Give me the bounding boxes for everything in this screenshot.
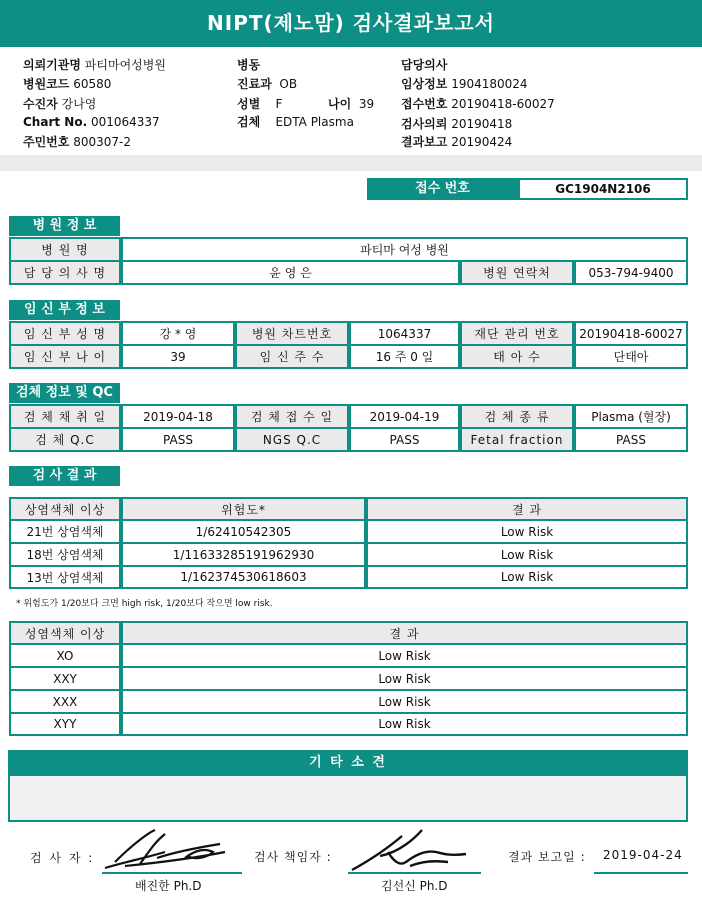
autosome-header: 상염색체 이상 bbox=[9, 497, 121, 520]
manager-signature bbox=[340, 826, 490, 876]
receive-label: 검 체 접 수 일 bbox=[235, 404, 349, 428]
header-item: 담당의사 bbox=[401, 58, 448, 72]
manager-line bbox=[348, 872, 481, 874]
age-label: 임 신 부 나 이 bbox=[9, 345, 121, 369]
table-row bbox=[9, 667, 688, 690]
sex-header: 성염색체 이상 bbox=[9, 621, 121, 644]
table-row bbox=[9, 690, 688, 713]
type-value: Plasma (혈장) bbox=[574, 404, 688, 428]
header-item: 결과보고 20190424 bbox=[401, 135, 513, 149]
risk-cell: 1/162374530618603 bbox=[121, 566, 366, 589]
chromosome-cell: 21번 상염색체 bbox=[9, 520, 121, 543]
patient-table bbox=[9, 321, 688, 369]
report-date-label: 결과 보고일 : bbox=[508, 850, 586, 864]
header-item: 접수번호 20190418-60027 bbox=[401, 97, 555, 111]
header-item: 진료과 OB bbox=[237, 77, 298, 91]
sex-result-cell: Low Risk bbox=[121, 644, 688, 667]
contact-value: 053-794-9400 bbox=[574, 261, 688, 285]
age-value: 39 bbox=[121, 345, 235, 369]
report-title: NIPT(제노맘) 검사결과보고서 bbox=[0, 0, 702, 47]
specimen-table bbox=[9, 404, 688, 452]
contact-label: 병원 연락처 bbox=[460, 261, 574, 285]
collect-label: 검 체 채 취 일 bbox=[9, 404, 121, 428]
header-item: 병원코드 60580 bbox=[23, 77, 112, 91]
header-item: 의뢰기관명 파티마여성병원 bbox=[23, 58, 166, 72]
collect-value: 2019-04-18 bbox=[121, 404, 235, 428]
section-patient: 임 신 부 정 보 bbox=[9, 300, 120, 320]
remarks-body bbox=[8, 776, 688, 822]
sex-type-cell: XYY bbox=[9, 713, 121, 736]
header-item: 나이 39 bbox=[328, 97, 375, 111]
report-header bbox=[0, 47, 702, 155]
sex-result-cell: Low Risk bbox=[121, 690, 688, 713]
section-results: 검 사 결 과 bbox=[9, 466, 120, 486]
receipt-label: 접수 번호 bbox=[367, 178, 518, 200]
mgmt-label: 재단 관리 번호 bbox=[460, 321, 574, 345]
header-item: 검체 EDTA Plasma bbox=[237, 115, 354, 129]
fetus-label: 태 아 수 bbox=[460, 345, 574, 369]
table-row bbox=[9, 644, 688, 667]
report-date: 2019-04-24 bbox=[603, 848, 683, 862]
type-label: 검 체 종 류 bbox=[460, 404, 574, 428]
section-hospital: 병 원 정 보 bbox=[9, 216, 120, 236]
patient-name-label: 임 신 부 성 명 bbox=[9, 321, 121, 345]
sex-result-cell: Low Risk bbox=[121, 667, 688, 690]
weeks-value: 16 주 0 일 bbox=[349, 345, 460, 369]
manager-name: 김선신 Ph.D bbox=[381, 879, 448, 893]
sex-type-cell: XO bbox=[9, 644, 121, 667]
patient-name: 강 * 영 bbox=[121, 321, 235, 345]
table-row bbox=[9, 543, 688, 566]
ff-label: Fetal fraction bbox=[460, 428, 574, 452]
ngs-label: NGS Q.C bbox=[235, 428, 349, 452]
result-header: 결 과 bbox=[366, 497, 688, 520]
header-item: 주민번호 800307-2 bbox=[23, 135, 131, 149]
result-cell: Low Risk bbox=[366, 566, 688, 589]
chromosome-cell: 13번 상염색체 bbox=[9, 566, 121, 589]
hospital-table bbox=[9, 237, 688, 285]
autosome-table bbox=[9, 497, 688, 589]
sex-type-cell: XXY bbox=[9, 667, 121, 690]
receipt-number: GC1904N2106 bbox=[518, 178, 688, 200]
table-row bbox=[9, 520, 688, 543]
examiner-label: 검 사 자 : bbox=[30, 851, 95, 865]
hospital-name-label: 병 원 명 bbox=[9, 237, 121, 261]
chart-label: 병원 차트번호 bbox=[235, 321, 349, 345]
result-cell: Low Risk bbox=[366, 520, 688, 543]
weeks-label: 임 신 주 수 bbox=[235, 345, 349, 369]
table-row bbox=[9, 713, 688, 736]
header-item: Chart No. 001064337 bbox=[23, 115, 160, 129]
date-line bbox=[594, 872, 688, 874]
chart-value: 1064337 bbox=[349, 321, 460, 345]
section-specimen: 검체 정보 및 QC bbox=[9, 383, 120, 403]
header-item: 검사의뢰 20190418 bbox=[401, 117, 513, 131]
header-divider bbox=[0, 155, 702, 171]
manager-label: 검사 책임자 : bbox=[254, 850, 332, 864]
header-item: 병동 bbox=[237, 58, 261, 72]
receive-value: 2019-04-19 bbox=[349, 404, 460, 428]
examiner-signature bbox=[95, 822, 240, 872]
examiner-line bbox=[102, 872, 242, 874]
header-item: 성별 F bbox=[237, 97, 283, 111]
risk-cell: 1/11633285191962930 bbox=[121, 543, 366, 566]
sex-type-cell: XXX bbox=[9, 690, 121, 713]
qc-label: 검 체 Q.C bbox=[9, 428, 121, 452]
sex-result-cell: Low Risk bbox=[121, 713, 688, 736]
table-row bbox=[9, 566, 688, 589]
remarks-title: 기 타 소 견 bbox=[8, 750, 688, 776]
examiner-name: 배진한 Ph.D bbox=[135, 879, 202, 893]
doctor-name: 윤 영 은 bbox=[121, 261, 460, 285]
risk-footnote: * 위험도가 1/20보다 크면 high risk, 1/20보다 작으면 low risk. bbox=[16, 599, 273, 609]
ff-value: PASS bbox=[574, 428, 688, 452]
sex-chromosome-table bbox=[9, 621, 688, 736]
result-cell: Low Risk bbox=[366, 543, 688, 566]
risk-header: 위험도* bbox=[121, 497, 366, 520]
chromosome-cell: 18번 상염색체 bbox=[9, 543, 121, 566]
qc-value: PASS bbox=[121, 428, 235, 452]
doctor-label: 담 당 의 사 명 bbox=[9, 261, 121, 285]
fetus-value: 단태아 bbox=[574, 345, 688, 369]
header-item: 임상정보 1904180024 bbox=[401, 77, 528, 91]
ngs-value: PASS bbox=[349, 428, 460, 452]
sex-result-header: 결 과 bbox=[121, 621, 688, 644]
hospital-name: 파티마 여성 병원 bbox=[121, 237, 688, 261]
header-item: 수진자 강나영 bbox=[23, 97, 97, 111]
risk-cell: 1/62410542305 bbox=[121, 520, 366, 543]
mgmt-value: 20190418-60027 bbox=[574, 321, 688, 345]
